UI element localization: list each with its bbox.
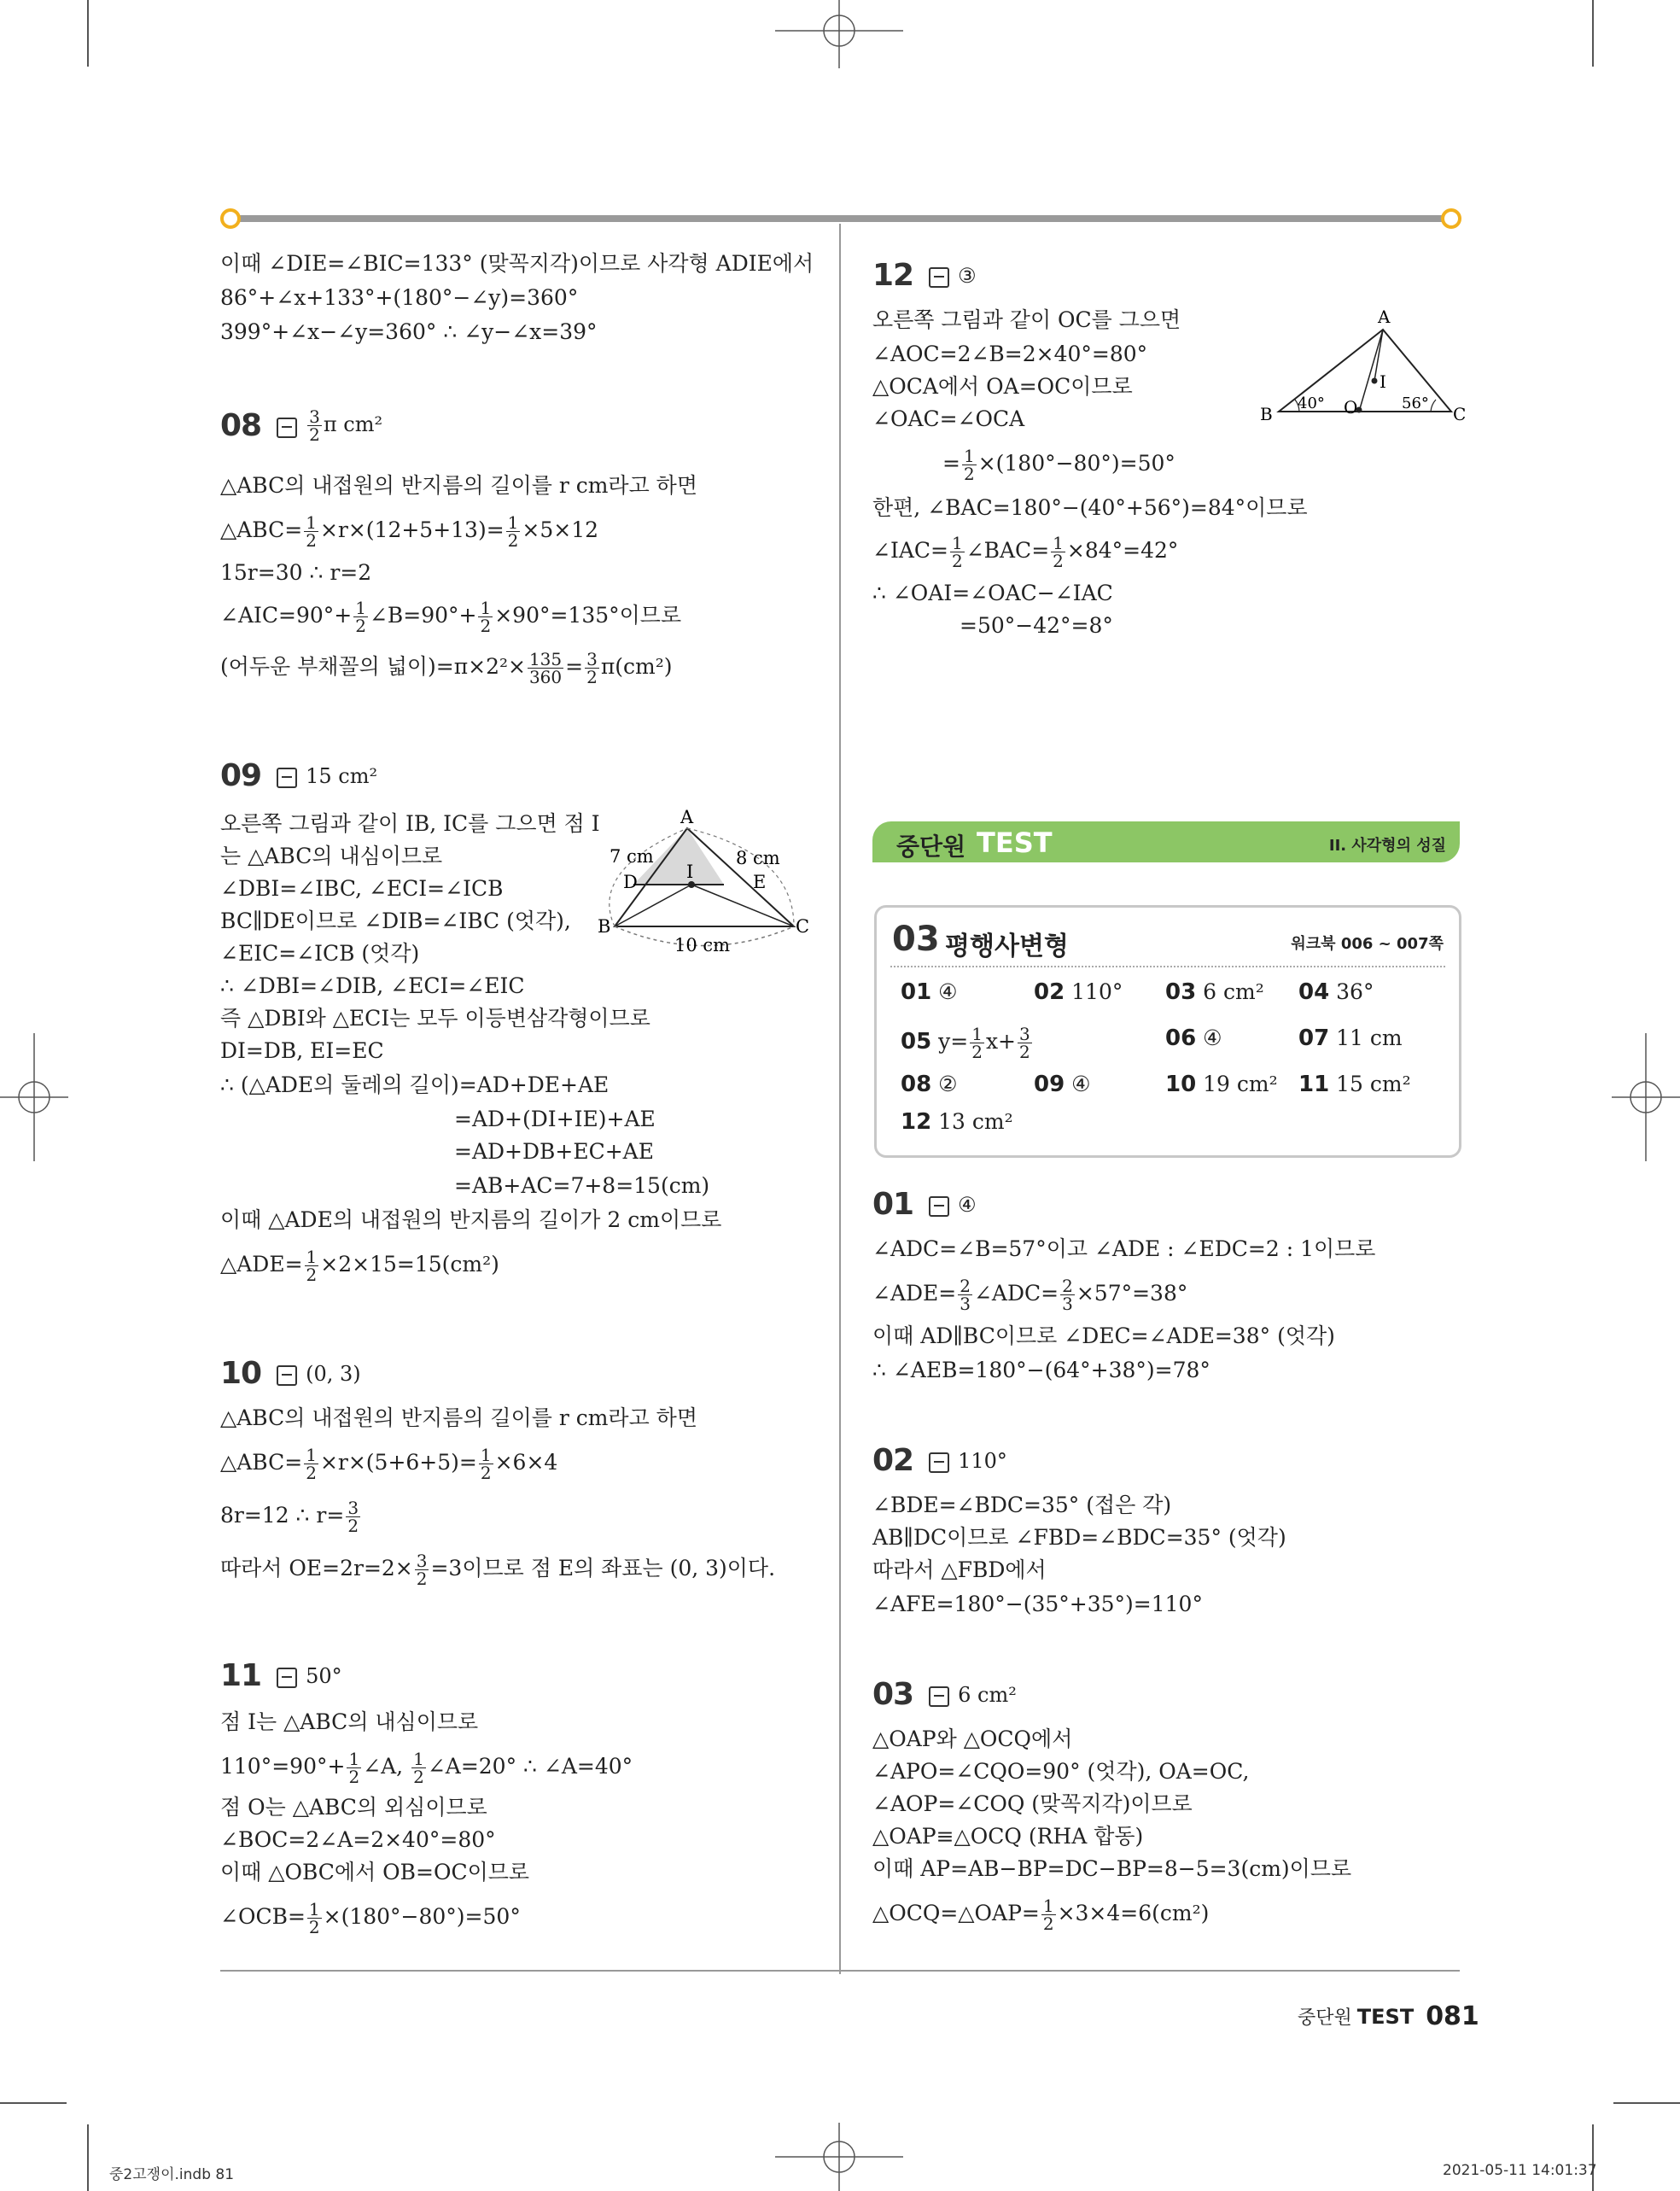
a02-line-2: AB∥DC이므로 ∠FBD=∠BDC=35° (엇각) [872,1525,1286,1550]
print-timestamp: 2021-05-11 14:01:37 [1443,2162,1597,2179]
a01-line-1: ∠ADC=∠B=57°이고 ∠ADE : ∠EDC=2 : 1이므로 [872,1236,1376,1261]
a03-line-3: ∠AOP=∠COQ (맞꼭지각)이므로 [872,1791,1193,1816]
q10-line-1: △ABC의 내접원의 반지름의 길이를 r cm라고 하면 [220,1405,697,1430]
crop-mark [1613,2102,1680,2104]
box-item-09: 09 ④ [1034,1072,1091,1097]
registration-mark-bottom [775,2123,903,2191]
question-number: 08 [220,408,262,443]
a02-line-1: ∠BDE=∠BDC=35° (접은 각) [872,1493,1172,1517]
question-number: 03 [872,1677,914,1712]
q08-line-4: ∠AIC=90°+ $\frac{1}{2}$ ∠B=90°+ $\frac{1}{2}$ ×90°=135°이므로 [220,598,682,636]
section-banner [872,821,1460,862]
header-rule [232,215,1448,222]
q08-line-3: 15r=30 ∴ r=2 [220,560,372,585]
q11-line-1: 점 I는 △ABC의 내심이므로 [220,1709,479,1734]
label-A: A [1378,307,1391,327]
label-ab: 7 cm [610,846,654,867]
answer-icon [929,1686,949,1707]
answer-01-header [872,1187,977,1222]
answer-icon [277,418,297,438]
answer-value: 15 cm² [306,763,378,788]
intro-line-3: 399°+∠x−∠y=360° ∴ ∠y−∠x=39° [220,319,598,344]
question-number: 12 [872,258,914,293]
question-number: 10 [220,1356,262,1391]
label-ac: 8 cm [736,848,780,868]
label-angle-C: 56° [1402,394,1429,412]
box-divider [890,966,1445,967]
q11-line-4: ∠BOC=2∠A=2×40°=80° [220,1827,496,1852]
q11-line-5: 이때 △OBC에서 OB=OC이므로 [220,1860,530,1884]
q12-line-3: △OCA에서 OA=OC이므로 [872,374,1133,399]
q09-triangle-figure [589,803,811,956]
page-footer [1298,2001,1479,2031]
q09-line-4: BC∥DE이므로 ∠DIB=∠IBC (엇각), [220,909,571,933]
label-I: I [1380,371,1386,392]
q12-line-8: ∴ ∠OAI=∠OAC−∠IAC [872,581,1113,605]
a01-line-4: ∴ ∠AEB=180°−(64°+38°)=78° [872,1358,1210,1382]
registration-mark-left [0,1033,68,1161]
q09-line-2: 는 △ABC의 내심이므로 [220,844,443,868]
answer-icon [277,1365,297,1386]
answer-icon [929,1452,949,1473]
question-09-header [220,758,377,793]
intro-line-1: 이때 ∠DIE=∠BIC=133° (맞꼭지각)이므로 사각형 ADIE에서 [220,251,814,276]
banner-subtitle: II. 사각형의 성질 [1328,837,1446,855]
box-item-11: 11 15 cm² [1298,1072,1411,1097]
q09-line-12: =AB+AC=7+8=15(cm) [454,1173,710,1198]
q08-line-1: △ABC의 내접원의 반지름의 길이를 r cm라고 하면 [220,473,697,498]
q09-line-14: △ADE= $\frac{1}{2}$ ×2×15=15(cm²) [220,1247,499,1285]
header-rule-dot-right [1441,208,1461,229]
crop-mark [87,2124,89,2191]
q12-line-1: 오른쪽 그림과 같이 OC를 그으면 [872,307,1181,332]
q09-line-9: ∴ (△ADE의 둘레의 길이)=AD+DE+AE [220,1072,610,1097]
answer-icon [929,267,949,288]
q10-line-3: 8r=12 ∴ r= $\frac{3}{2}$ [220,1498,359,1536]
box-item-02: 02 110° [1034,979,1123,1005]
box-item-07: 07 11 cm [1298,1025,1403,1051]
answer-icon [929,1196,949,1217]
q12-line-6: 한편, ∠BAC=180°−(40°+56°)=84°이므로 [872,495,1308,520]
box-item-04: 04 36° [1298,979,1374,1005]
a03-line-1: △OAP와 △OCQ에서 [872,1727,1073,1751]
crop-mark [1592,0,1594,67]
q11-line-3: 점 O는 △ABC의 외심이므로 [220,1795,487,1820]
a03-line-2: ∠APO=∠CQO=90° (엇각), OA=OC, [872,1759,1250,1784]
question-12-header [872,258,977,293]
print-file-name: 중2고쟁이.indb 81 [109,2166,235,2183]
question-10-header [220,1356,361,1391]
box-item-06: 06 ④ [1165,1025,1222,1051]
box-workbook-ref: 워크북 006 ~ 007쪽 [1291,935,1444,953]
footer-label: 중단원 [1298,2007,1352,2029]
label-E: E [753,872,767,892]
q08-line-5: (어두운 부채꼴의 넓이)=π×2²× $\frac{135}{360}$ = $\frac{3}{2}$ π(cm²) [220,649,673,687]
q09-line-8: DI=DB, EI=EC [220,1038,384,1063]
box-unit-number: 03 [892,920,940,959]
question-11-header [220,1658,342,1693]
label-B: B [1260,404,1273,424]
q10-line-4: 따라서 OE=2r=2× $\frac{3}{2}$ =3이므로 점 E의 좌표는 (0, 3)이다. [220,1551,776,1589]
box-item-12: 12 13 cm² [901,1109,1013,1135]
crop-mark [87,0,89,67]
banner-title-prefix: 중단원 [896,833,966,861]
question-08-header [220,408,382,443]
registration-mark-right [1612,1033,1680,1161]
answer-icon [277,768,297,788]
q12-line-7: ∠IAC= $\frac{1}{2}$ ∠BAC= $\frac{1}{2}$ ×84°=42° [872,533,1179,571]
q12-triangle-figure [1255,306,1468,434]
q08-line-2: △ABC= $\frac{1}{2}$ ×r×(12+5+13)= $\frac{1}{2}$ ×5×12 [220,512,599,551]
answer-03-header [872,1677,1017,1712]
q12-line-9: =50°−42°=8° [960,613,1113,638]
a03-line-6: △OCQ=△OAP= $\frac{1}{2}$ ×3×4=6(cm²) [872,1896,1210,1934]
footer-test: TEST [1356,2004,1415,2029]
q09-line-6: ∴ ∠DBI=∠DIB, ∠ECI=∠EIC [220,973,525,998]
a02-line-3: 따라서 △FBD에서 [872,1557,1047,1582]
column-divider [839,224,841,1974]
q09-line-1: 오른쪽 그림과 같이 IB, IC를 그으면 점 I [220,811,600,836]
answer-icon [277,1668,297,1688]
label-C: C [1453,404,1467,424]
q09-line-5: ∠EIC=∠ICB (엇각) [220,941,420,966]
question-number: 09 [220,758,262,793]
a03-line-4: △OAP≡△OCQ (RHA 합동) [872,1824,1144,1849]
crop-mark [1592,2124,1594,2191]
q09-line-3: ∠DBI=∠IBC, ∠ECI=∠ICB [220,876,504,901]
q12-line-2: ∠AOC=2∠B=2×40°=80° [872,342,1148,366]
question-number: 02 [872,1443,914,1478]
question-number: 01 [872,1187,914,1222]
q12-line-4: ∠OAC=∠OCA [872,406,1025,431]
answer-value: $\frac{3}{2}$ π cm² [309,406,383,445]
label-bc: 10 cm [674,935,731,955]
q09-line-10: =AD+(DI+IE)+AE [454,1107,656,1131]
header-rule-dot-left [220,208,241,229]
q09-line-7: 즉 △DBI와 △ECI는 모두 이등변삼각형이므로 [220,1006,650,1031]
q09-line-11: =AD+DB+EC+AE [454,1139,654,1164]
box-item-10: 10 19 cm² [1165,1072,1278,1097]
question-number: 11 [220,1658,262,1693]
banner-title-test: TEST [977,827,1053,859]
a01-line-3: 이때 AD∥BC이므로 ∠DEC=∠ADE=38° (엇각) [872,1323,1335,1348]
intro-line-2: 86°+∠x+133°+(180°−∠y)=360° [220,285,579,310]
q11-line-6: ∠OCB= $\frac{1}{2}$ ×(180°−80°)=50° [220,1899,521,1937]
a03-line-5: 이때 AP=AB−BP=DC−BP=8−5=3(cm)이므로 [872,1856,1352,1881]
q12-line-5: = $\frac{1}{2}$ ×(180°−80°)=50° [942,446,1175,484]
answer-value: 110° [958,1448,1007,1473]
q09-line-13: 이때 △ADE의 내접원의 반지름의 길이가 2 cm이므로 [220,1207,722,1232]
answer-value: ③ [958,263,977,288]
q11-line-2: 110°=90°+ $\frac{1}{2}$ ∠A, $\frac{1}{2}$ ∠A=20° ∴ ∠A=40° [220,1749,633,1787]
answer-value: 6 cm² [958,1682,1017,1707]
answer-02-header [872,1443,1007,1478]
answer-summary-box [874,905,1461,1158]
answer-value: ④ [958,1192,977,1217]
label-D: D [623,872,638,892]
box-unit-title: 평행사변형 [945,932,1069,961]
page-number: 081 [1426,2001,1479,2031]
answer-value: 50° [306,1663,342,1688]
footer-rule [220,1970,1460,1972]
label-I: I [686,862,694,882]
registration-mark-top [775,0,903,68]
box-item-03: 03 6 cm² [1165,979,1264,1005]
answer-value: (0, 3) [306,1361,361,1386]
a01-line-2: ∠ADE= $\frac{2}{3}$ ∠ADC= $\frac{2}{3}$ ×57°=38° [872,1276,1188,1314]
label-O: O [1344,397,1358,418]
crop-mark [0,2102,67,2104]
a02-line-4: ∠AFE=180°−(35°+35°)=110° [872,1592,1203,1616]
label-angle-B: 40° [1298,394,1325,412]
box-item-08: 08 ② [901,1072,958,1097]
label-A: A [680,807,694,827]
label-C: C [796,916,810,937]
box-item-01: 01 ④ [901,979,958,1005]
box-item-05: 05 y= $\frac{1}{2}$ x+ $\frac{3}{2}$ [901,1024,1030,1062]
label-B: B [598,916,611,937]
q10-line-2: △ABC= $\frac{1}{2}$ ×r×(5+6+5)= $\frac{1}{2}$ ×6×4 [220,1445,558,1483]
